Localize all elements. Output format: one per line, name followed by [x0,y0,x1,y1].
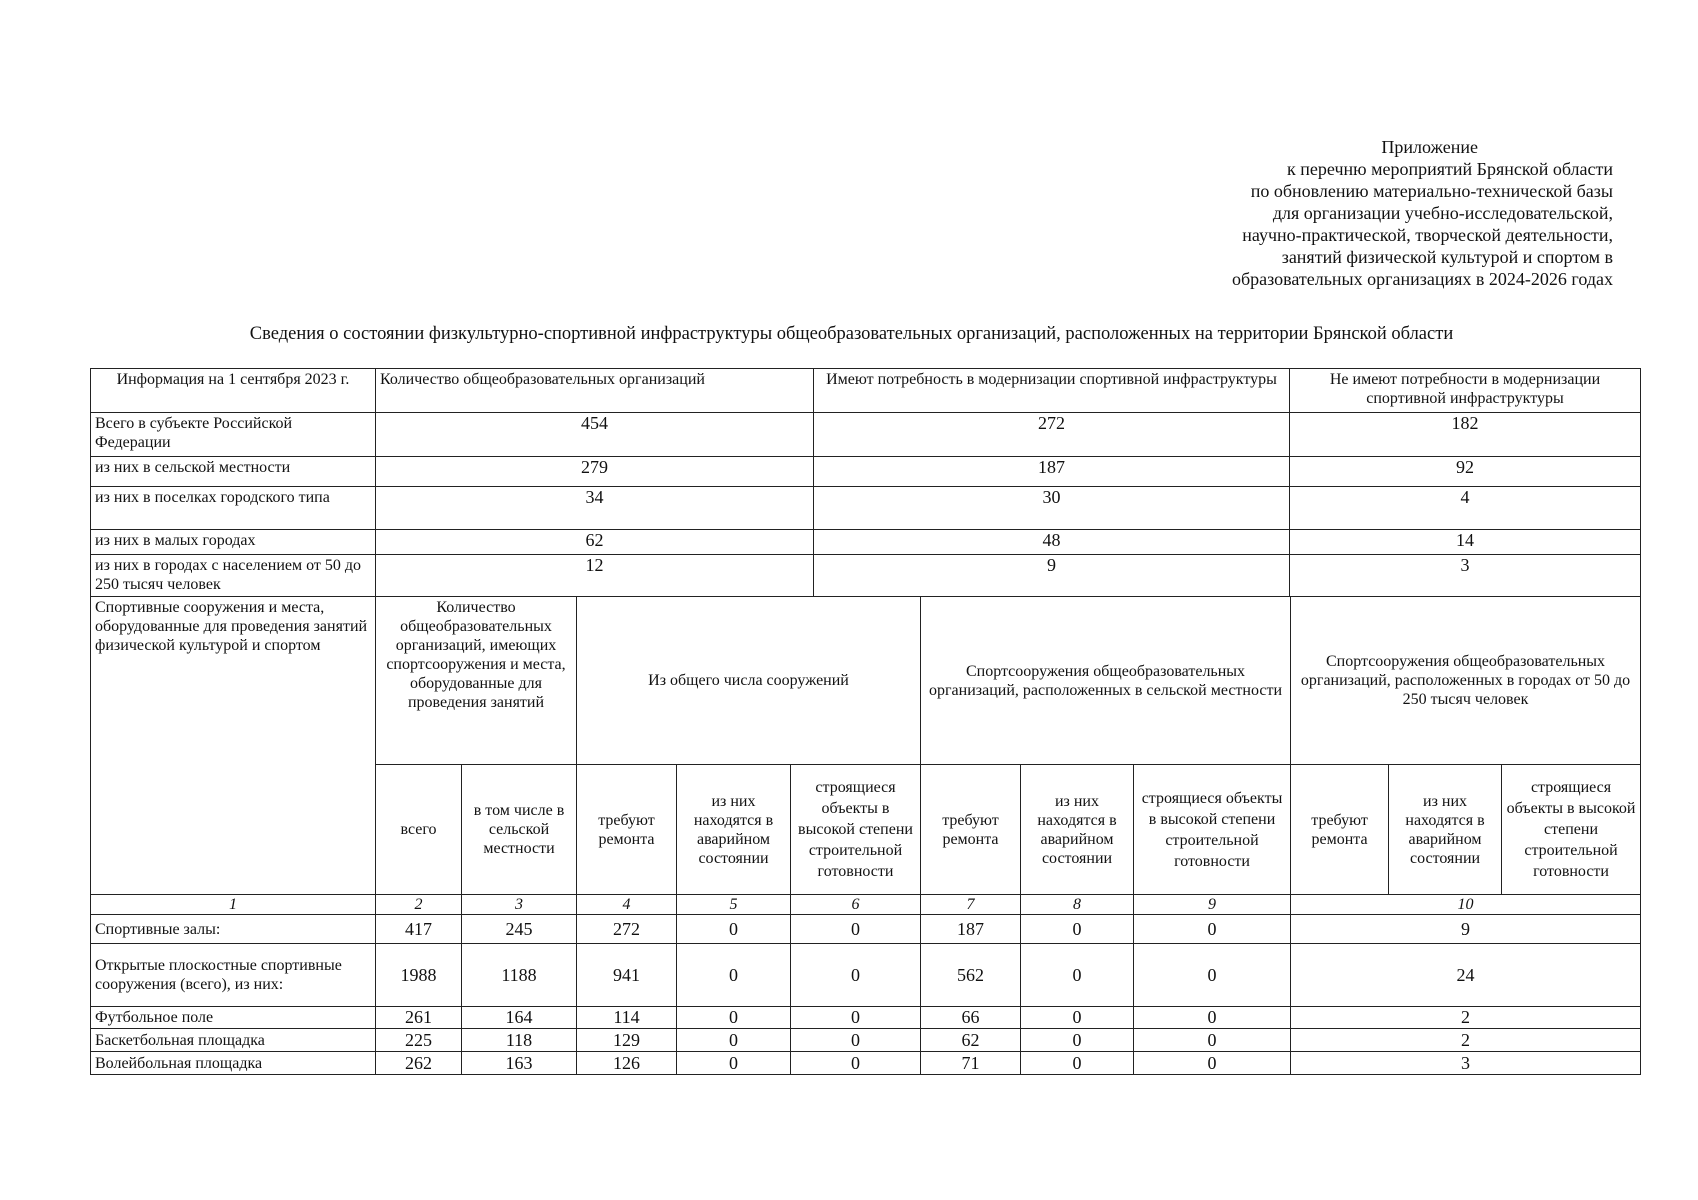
facilities-group-header-row [91,597,1641,765]
cell-c2: 417 [376,915,462,944]
header-of-total: Из общего числа сооружений [577,597,921,765]
appendix-line: для организации учебно-исследовательской, [1272,203,1613,223]
cell-c10: 2 [1291,1007,1641,1029]
header-emergency: из них находятся в аварийном состоянии [1389,765,1502,895]
cell-c10: 2 [1291,1029,1641,1052]
facilities-table [90,596,1641,1075]
appendix-line: по обновлению материально-технической базы [1250,181,1613,201]
cell-c2: 1988 [376,944,462,1007]
cell-c2: 261 [376,1007,462,1029]
cell-c8: 0 [1021,1007,1134,1029]
facility-row [91,944,1641,1007]
column-number: 8 [1021,895,1134,915]
cell-no-need: 3 [1290,555,1641,597]
cell-c8: 0 [1021,1052,1134,1075]
cell-total: 12 [376,555,814,597]
row-label: Всего в субъекте Российской Федерации [91,413,376,457]
cell-c4: 941 [577,944,677,1007]
cell-c9: 0 [1134,1007,1291,1029]
header-under-construction: строящиеся объекты в высокой степени строительной готовности [1502,765,1641,895]
cell-total: 279 [376,457,814,487]
cell-need: 187 [814,457,1290,487]
cell-c4: 129 [577,1029,677,1052]
cell-c3: 118 [462,1029,577,1052]
cell-c4: 114 [577,1007,677,1029]
cell-no-need: 4 [1290,487,1641,530]
facility-row [91,1007,1641,1029]
header-rural-facilities: Спортсооружения общеобразовательных организаций, расположенных в сельской местности [921,597,1291,765]
header-emergency: из них находятся в аварийном состоянии [1021,765,1134,895]
cell-c5: 0 [677,1029,791,1052]
cell-no-need: 92 [1290,457,1641,487]
cell-c9: 0 [1134,1029,1291,1052]
summary-row [91,413,1641,457]
header-rural-incl: в том числе в сельской местности [462,765,577,895]
appendix-line: образовательных организациях в 2024-2026 годах [1231,269,1613,289]
summary-header-row [91,369,1641,413]
cell-need: 9 [814,555,1290,597]
cell-c10: 3 [1291,1052,1641,1075]
cell-c7: 562 [921,944,1021,1007]
column-number: 2 [376,895,462,915]
appendix-line: научно-практической, творческой деятельности, [1242,225,1613,245]
cell-c6: 0 [791,944,921,1007]
cell-c6: 0 [791,1007,921,1029]
cell-c4: 126 [577,1052,677,1075]
column-number-row [91,895,1641,915]
cell-total: 34 [376,487,814,530]
header-need-modernization: Имеют потребность в модернизации спортивной инфраструктуры [814,369,1290,413]
column-number: 9 [1134,895,1291,915]
header-city-facilities: Спортсооружения общеобразовательных организаций, расположенных в городах от 50 до 250 тысяч человек [1291,597,1641,765]
cell-c7: 62 [921,1029,1021,1052]
header-need-repair: требуют ремонта [577,765,677,895]
column-number: 7 [921,895,1021,915]
cell-c2: 262 [376,1052,462,1075]
row-label: из них в поселках городского типа [91,487,376,530]
cell-c5: 0 [677,944,791,1007]
cell-c9: 0 [1134,944,1291,1007]
appendix-block [1053,136,1613,290]
cell-need: 48 [814,530,1290,555]
header-under-construction: строящиеся объекты в высокой степени строительной готовности [791,765,921,895]
cell-c6: 0 [791,1029,921,1052]
cell-c2: 225 [376,1029,462,1052]
header-need-repair: требуют ремонта [921,765,1021,895]
cell-no-need: 14 [1290,530,1641,555]
header-need-repair: требуют ремонта [1291,765,1389,895]
appendix-line: к перечню мероприятий Брянской области [1287,159,1613,179]
cell-c5: 0 [677,1007,791,1029]
cell-c3: 164 [462,1007,577,1029]
cell-c9: 0 [1134,1052,1291,1075]
cell-c8: 0 [1021,1029,1134,1052]
column-number: 5 [677,895,791,915]
cell-need: 30 [814,487,1290,530]
cell-c10: 24 [1291,944,1641,1007]
appendix-line: Приложение [1381,137,1478,157]
summary-row [91,555,1641,597]
cell-c8: 0 [1021,944,1134,1007]
cell-c10: 9 [1291,915,1641,944]
cell-need: 272 [814,413,1290,457]
summary-table [90,368,1641,597]
column-number: 4 [577,895,677,915]
column-number: 10 [1291,895,1641,915]
cell-c3: 163 [462,1052,577,1075]
column-number: 1 [91,895,376,915]
cell-c6: 0 [791,915,921,944]
cell-c5: 0 [677,1052,791,1075]
summary-row [91,487,1641,530]
cell-c7: 71 [921,1052,1021,1075]
appendix-line: занятий физической культурой и спортом в [1281,247,1613,267]
summary-row [91,530,1641,555]
cell-c5: 0 [677,915,791,944]
facility-label: Спортивные залы: [91,915,376,944]
facility-label: Волейбольная площадка [91,1052,376,1075]
cell-no-need: 182 [1290,413,1641,457]
facility-row [91,1029,1641,1052]
facility-label: Баскетбольная площадка [91,1029,376,1052]
header-facilities: Спортивные сооружения и места, оборудованные для проведения занятий физической культурой и спортом [91,597,376,895]
header-no-need-modernization: Не имеют потребности в модернизации спортивной инфраструктуры [1290,369,1641,413]
cell-c9: 0 [1134,915,1291,944]
summary-row [91,457,1641,487]
header-emergency: из них находятся в аварийном состоянии [677,765,791,895]
facility-label: Футбольное поле [91,1007,376,1029]
cell-c6: 0 [791,1052,921,1075]
header-orgs-with-facilities: Количество общеобразовательных организаций, имеющих спортсооружения и места, оборудованные для проведения занятий [376,597,577,765]
row-label: из них в сельской местности [91,457,376,487]
facility-row [91,915,1641,944]
row-label: из них в городах с населением от 50 до 250 тысяч человек [91,555,376,597]
header-under-construction: строящиеся объекты в высокой степени строительной готовности [1134,765,1291,895]
cell-c7: 66 [921,1007,1021,1029]
header-org-count: Количество общеобразовательных организаций [376,369,814,413]
facility-row [91,1052,1641,1075]
cell-c8: 0 [1021,915,1134,944]
cell-c4: 272 [577,915,677,944]
cell-c3: 245 [462,915,577,944]
cell-total: 454 [376,413,814,457]
header-all: всего [376,765,462,895]
column-number: 6 [791,895,921,915]
cell-c7: 187 [921,915,1021,944]
facility-label: Открытые плоскостные спортивные сооружения (всего), из них: [91,944,376,1007]
cell-c3: 1188 [462,944,577,1007]
document-title: Сведения о состоянии физкультурно-спортивной инфраструктуры общеобразовательных организаций, расположенных на территории Брянской области [249,324,1454,344]
row-label: из них в малых городах [91,530,376,555]
cell-total: 62 [376,530,814,555]
column-number: 3 [462,895,577,915]
header-info-date: Информация на 1 сентября 2023 г. [91,369,376,413]
